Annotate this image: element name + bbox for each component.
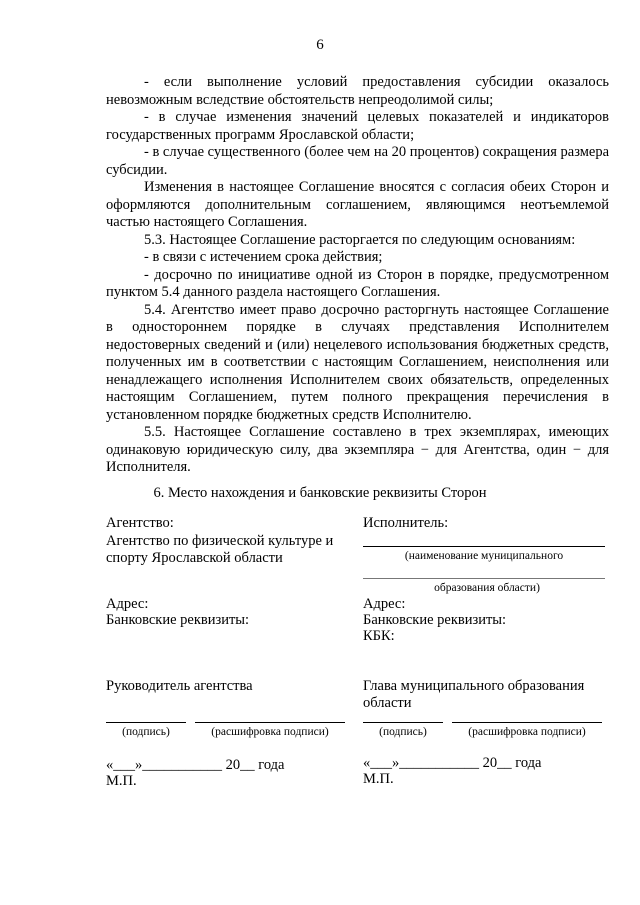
executor-name-caption-2: образования области) [434,582,540,594]
paragraph-amendments: Изменения в настоящее Соглашение вносятся с согласия обеих Сторон и оформляются дополнительным соглашением, являющимся неотъемлемой частью настоящего Соглашения. [106,179,609,230]
agency-date-line: «___»___________ 20__ года [106,757,285,773]
section-title: 6. Место нахождения и банковские реквизиты Сторон [153,485,487,501]
agency-heading: Агентство: [106,515,174,531]
agency-name-line1: Агентство по физической культуре и [106,533,334,549]
executor-stamp-mark: М.П. [363,771,394,787]
page-number: 6 [316,37,324,53]
paragraph-subsidy-reduction: - в случае существенного (более чем на 20 процентов) сокращения размера субсидии. [106,144,610,178]
executor-head-title-line1: Глава муниципального образования [363,678,585,694]
agency-bank-label: Банковские реквизиты: [106,612,250,628]
paragraph-early-termination: - досрочно по инициативе одной из Сторон в порядке, предусмотренном пунктом 5.4 данного раздела настоящего Соглашения. [106,266,609,300]
paragraph-5-5: 5.5. Настоящее Соглашение составлено в трех экземплярах, имеющих одинаковую юридическую силу, два экземпляра − для Агентства, один − для Исполнителя. [106,424,609,475]
executor-address-label: Адрес: [363,596,406,612]
agency-decode-caption: (расшифровка подписи) [211,726,329,738]
agency-address-label: Адрес: [106,596,149,612]
executor-decode-caption: (расшифровка подписи) [468,726,586,738]
body-text [106,74,609,477]
executor-head-title-line2: области [363,695,412,711]
executor-kbk-label: КБК: [363,628,395,644]
agency-decode-line [195,722,345,723]
agency-stamp-mark: М.П. [106,773,137,789]
executor-name-line [363,546,605,547]
executor-decode-line [452,722,602,723]
agency-head-title: Руководитель агентства [106,678,253,694]
paragraph-target-indicators: - в случае изменения значений целевых показателей и индикаторов государственных программ Ярославской области; [106,109,609,143]
paragraph-5-3: 5.3. Настоящее Соглашение расторгается по следующим основаниям: [144,231,576,248]
executor-name-caption-1: (наименование муниципального [404,550,564,562]
executor-bank-label: Банковские реквизиты: [363,612,507,628]
paragraph-expiry: - в связи с истечением срока действия; [144,249,383,265]
executor-date-line: «___»___________ 20__ года [363,755,542,771]
executor-signature-line [363,722,443,723]
paragraph-5-4: 5.4. Агентство имеет право досрочно расторгнуть настоящее Соглашение в одностороннем порядке в случаях представления Исполнителем недостоверных сведений и (или) нецелевого использования бюджетных средств, полученных им в соответствии с настоящим Соглашением, неисполнения или ненадлежащего исполнения Исполнителем своих обязательств, определенных настоящим Соглашением, путем полного прекращения перечисления в установленном порядке бюджетных средств Исполнителю. [106,301,609,423]
agency-name-line2: спорту Ярославской области [106,550,283,566]
agency-signature-caption: (подпись) [122,726,170,738]
agency-signature-line [106,722,186,723]
executor-name-line-2 [363,578,605,579]
executor-heading: Исполнитель: [363,515,449,531]
paragraph-force-majeure: - если выполнение условий предоставления субсидии оказалось невозможным вследствие обстоятельств непреодолимой силы; [106,74,609,108]
executor-signature-caption: (подпись) [379,726,427,738]
